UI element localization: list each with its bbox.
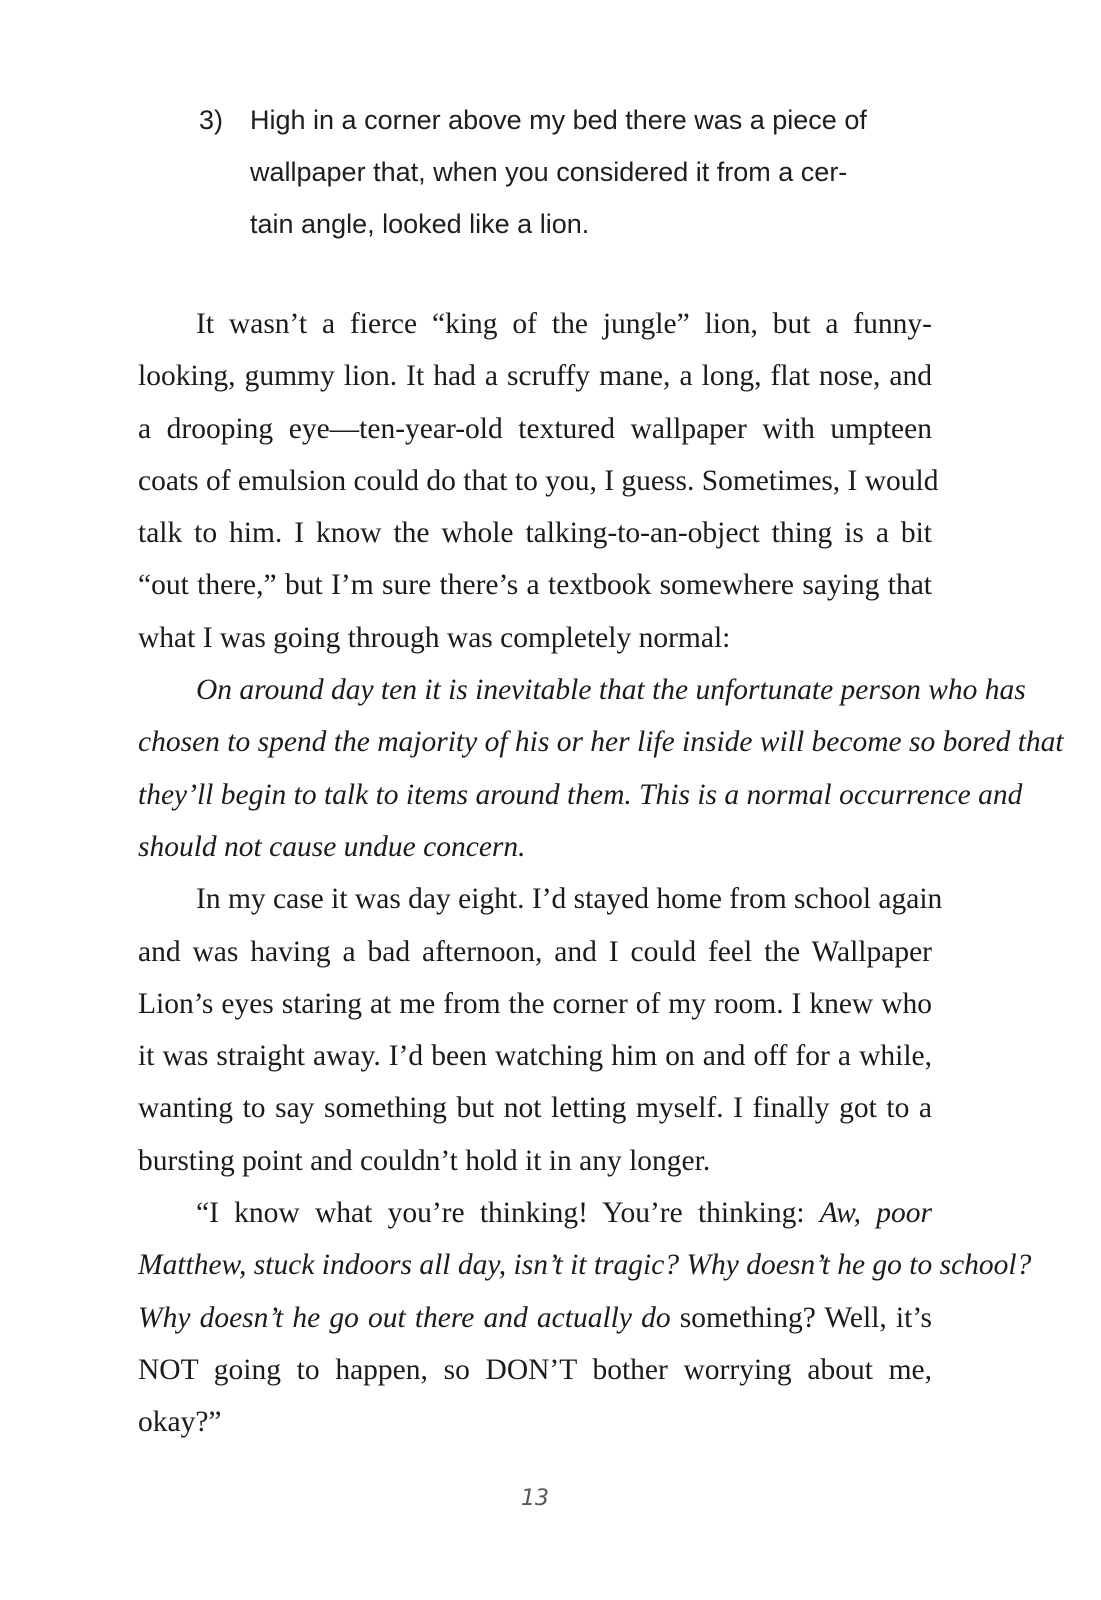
text-line: okay?” bbox=[138, 1406, 222, 1439]
italic-run: Why doesn’t he go out there and actually do bbox=[138, 1301, 671, 1334]
text-line: bursting point and couldn’t hold it in any longer. bbox=[138, 1144, 711, 1177]
text-line: wanting to say something but not letting myself. I finally got to a bbox=[138, 1092, 932, 1125]
text-line: NOT going to happen, so DON’T bother worrying about me, bbox=[138, 1353, 932, 1386]
list-line: wallpaper that, when you considered it from a cer- bbox=[250, 157, 848, 187]
list-item-text bbox=[250, 94, 890, 250]
list-number: 3) bbox=[199, 105, 224, 135]
italic-run: Aw, poor bbox=[819, 1197, 933, 1230]
text-line: In my case it was day eight. I’d stayed home from school again bbox=[196, 883, 943, 916]
text-line: chosen to spend the majority of his or her life inside will become so bored that bbox=[138, 726, 1064, 759]
italic-quote bbox=[138, 664, 1064, 873]
text-line: Lion’s eyes staring at me from the corner of my room. I knew who bbox=[138, 987, 932, 1020]
body-text bbox=[138, 298, 1064, 1449]
paragraph-3 bbox=[138, 1187, 1032, 1448]
text-line: what I was going through was completely normal: bbox=[138, 621, 731, 654]
text-line: a drooping eye—ten-year-old textured wallpaper with umpteen bbox=[138, 412, 932, 445]
paragraph-2 bbox=[138, 873, 943, 1187]
text-line: it was straight away. I’d been watching him on and off for a while, bbox=[138, 1040, 932, 1073]
text-line: It wasn’t a fierce “king of the jungle” lion, but a funny- bbox=[196, 308, 932, 340]
text-line: and was having a bad afternoon, and I could feel the Wallpaper bbox=[138, 935, 932, 968]
paragraph-1 bbox=[138, 298, 939, 664]
text-line: talk to him. I know the whole talking-to-an-object thing is a bit bbox=[138, 517, 932, 550]
text-line bbox=[138, 1292, 932, 1344]
text-line: “out there,” but I’m sure there’s a textbook somewhere saying that bbox=[138, 569, 932, 602]
text-line bbox=[138, 1187, 932, 1239]
text-line: should not cause undue concern. bbox=[138, 830, 526, 863]
text-line: Matthew, stuck indoors all day, isn’t it tragic? Why doesn’t he go to school? bbox=[138, 1249, 1032, 1282]
text-line: looking, gummy lion. It had a scruffy mane, a long, flat nose, and bbox=[138, 360, 932, 393]
text-run: “I know what you’re thinking! You’re thinking: bbox=[196, 1197, 820, 1230]
text-line: On around day ten it is inevitable that the unfortunate person who has bbox=[196, 674, 1026, 707]
list-line: tain angle, looked like a lion. bbox=[250, 209, 590, 239]
text-line: they’ll begin to talk to items around them. This is a normal occurrence and bbox=[138, 778, 1023, 811]
text-run: something? Well, it’s bbox=[670, 1301, 932, 1334]
page-number: 13 bbox=[521, 1486, 549, 1511]
text-line: coats of emulsion could do that to you, I guess. Sometimes, I would bbox=[138, 464, 939, 497]
list-line: High in a corner above my bed there was a piece of bbox=[250, 105, 867, 135]
